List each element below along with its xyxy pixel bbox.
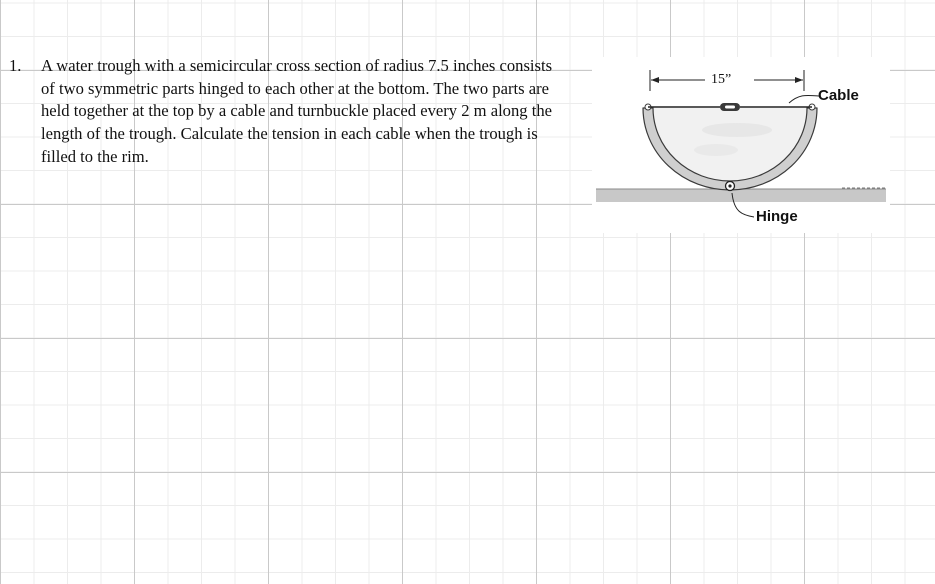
dimension-arrow-left — [651, 77, 659, 83]
hinge-label: Hinge — [756, 208, 798, 225]
problem-text: A water trough with a semicircular cross section of radius 7.5 inches consists of two symmetric parts hinged to each other at the bottom. The two parts are held together at the top by a cable and turnbuckle placed every 2 m along the length of the trough. Calculate the tension in each cable when the trough is filled to the rim. — [41, 56, 553, 166]
cable-leader — [789, 95, 819, 103]
trough-figure — [592, 57, 890, 233]
dimension-arrow-right — [795, 77, 803, 83]
cable-label: Cable — [818, 87, 859, 104]
ground — [596, 189, 886, 202]
problem-number: 1. — [9, 56, 22, 75]
trough-diagram — [592, 57, 890, 233]
problem-statement — [9, 55, 569, 169]
dimension-label: 15” — [711, 72, 732, 87]
